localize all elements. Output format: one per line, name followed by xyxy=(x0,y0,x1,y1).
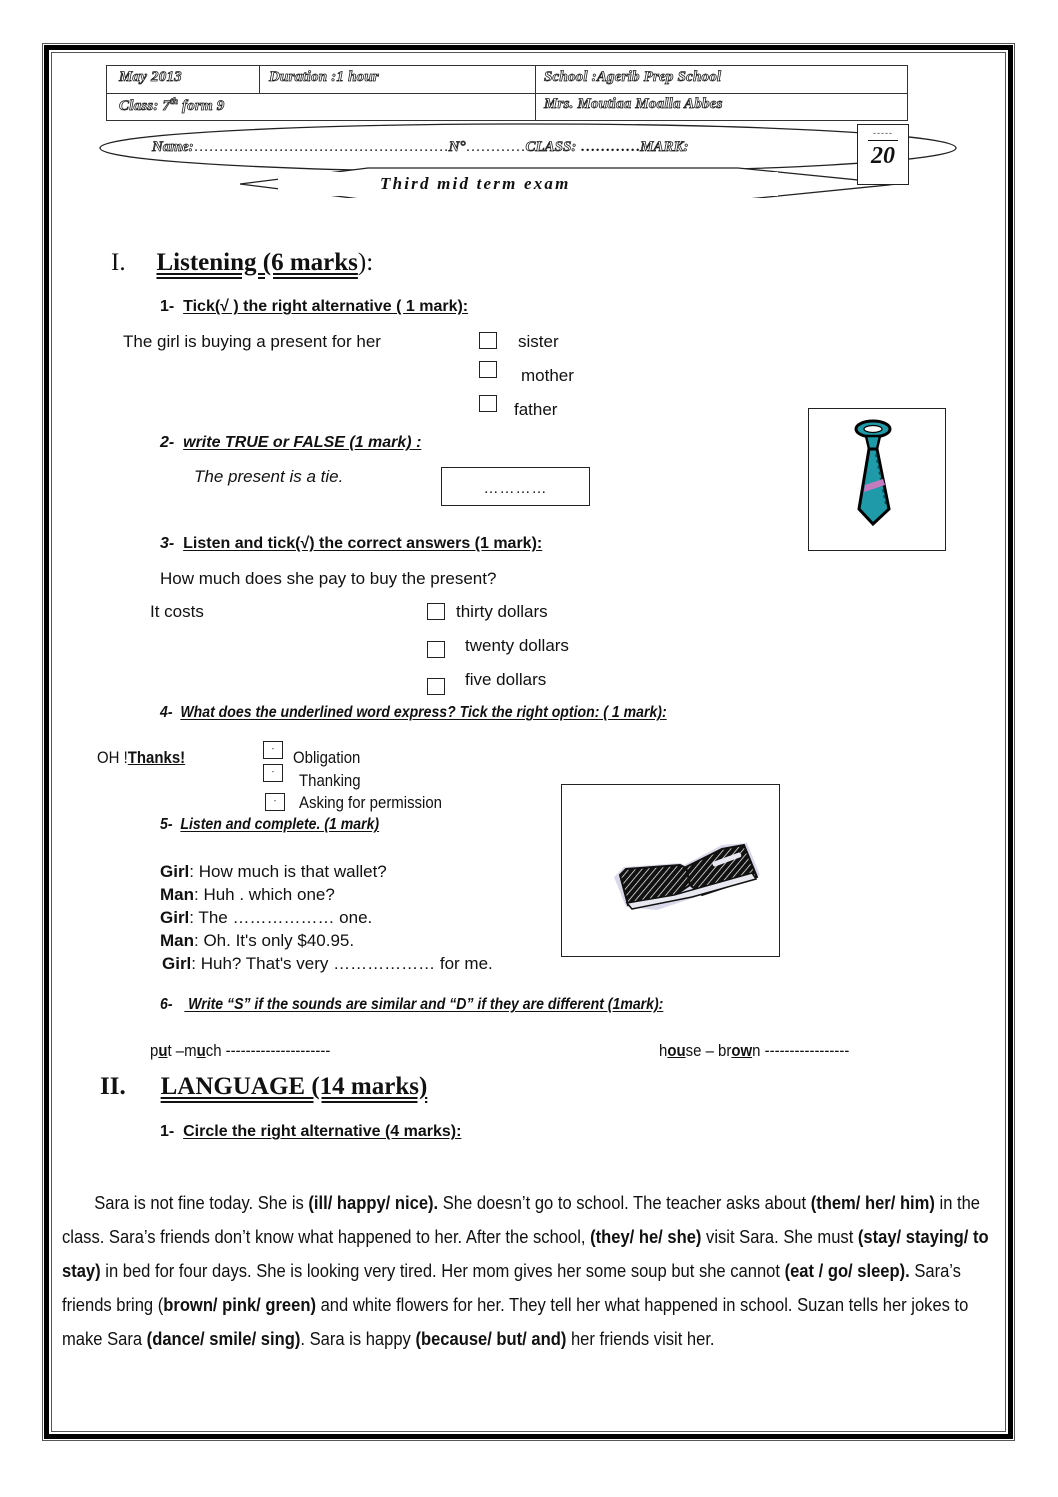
checkbox-thanking[interactable]: - xyxy=(263,764,283,782)
class-label: Class: 7th form 9 xyxy=(119,96,225,114)
choice-group[interactable]: (ill/ happy/ nice). xyxy=(308,1193,439,1213)
circle-alternative-paragraph: Sara is not fine today. She is (ill/ happy/ nice). She doesn’t go to school. The teacher asks about (them/ her/ him) in the class. Sara’s friends don’t know what happened to her. After the school, (they/ he/ she) visit Sara. She must (stay/ staying/ to stay) in bed for four days. She is looking very tired. Her mom gives her some soup but she cannot (eat / go/ sleep). Sara’s friends bring (brown/ pink/ green) and white flowers for her. They tell her what happened in school. Suzan tells her jokes to make Sara (dance/ smile/ sing). Sara is happy (because/ but/ and) her friends visit her. xyxy=(62,1193,994,1349)
choice-group[interactable]: brown/ pink/ green) xyxy=(163,1295,316,1315)
mark-numerator[interactable]: ----- xyxy=(873,128,893,138)
wallet-icon xyxy=(562,785,779,956)
number-field[interactable]: ………… xyxy=(465,139,526,155)
school-name: School :Agerib Prep School xyxy=(544,69,722,85)
choice-group[interactable]: (stay/ staying/ to stay) xyxy=(62,1227,994,1281)
choice-group[interactable]: (because/ but/ and) xyxy=(415,1329,567,1349)
exam-title: Third mid term exam xyxy=(380,174,571,193)
dialog-line: Man: Huh . which one? xyxy=(160,885,335,904)
choice-group[interactable]: (dance/ smile/ sing) xyxy=(146,1329,301,1349)
checkbox-father[interactable] xyxy=(479,395,497,412)
q6-title: 6- Write “S” if the sounds are similar and “D” if they are different (1mark): xyxy=(160,996,664,1013)
student-info-line: Name:……………………………………………N°…………CLASS: …………MARK: xyxy=(152,139,689,155)
option-obligation: Obligation xyxy=(293,748,361,767)
choice-group[interactable]: (they/ he/ she) xyxy=(590,1227,702,1247)
option-five-dollars: five dollars xyxy=(465,670,547,689)
mark-box xyxy=(857,124,909,185)
q5-dialog xyxy=(160,860,493,975)
option-sister: sister xyxy=(518,332,559,351)
q1-prompt: The girl is buying a present for her xyxy=(123,332,381,351)
option-mother: mother xyxy=(521,366,574,385)
checkbox-sister[interactable] xyxy=(479,332,497,349)
dialog-line: Girl: How much is that wallet? xyxy=(160,862,387,881)
checkbox-mother[interactable] xyxy=(479,361,497,378)
dialog-line: Girl: Huh? That's very ……………… for me. xyxy=(162,954,493,973)
q3-title: 3- Listen and tick(√) the correct answers (1 mark): xyxy=(160,535,543,552)
teacher-name: Mrs. Moutiaa Moalla Abbes xyxy=(544,96,723,112)
header-table xyxy=(106,65,908,121)
option-thirty-dollars: thirty dollars xyxy=(456,602,548,621)
section-2-heading: II. LANGUAGE (14 marks) xyxy=(100,1073,428,1100)
sound-pair-put-much: put –much --------------------- xyxy=(150,1041,331,1060)
underlined-word: Thanks! xyxy=(127,748,186,767)
answer-field-pair2[interactable]: ----------------- xyxy=(764,1041,850,1060)
exam-duration: Duration :1 hour xyxy=(269,69,379,85)
mark-denominator: 20 xyxy=(871,143,895,169)
q2-title: 2- write TRUE or FALSE (1 mark) : xyxy=(160,434,422,451)
checkbox-thirty-dollars[interactable] xyxy=(427,603,445,620)
language-q1-title: 1- Circle the right alternative (4 marks): xyxy=(160,1123,462,1140)
option-father: father xyxy=(514,400,558,419)
tie-picture xyxy=(808,408,946,551)
option-asking-permission: Asking for permission xyxy=(299,793,443,812)
tie-icon xyxy=(809,409,945,550)
option-thanking: Thanking xyxy=(299,771,361,790)
q1-title: 1- Tick(√ ) the right alternative ( 1 mark): xyxy=(160,298,469,315)
true-false-answer-field[interactable]: ………… xyxy=(441,467,590,506)
q3-question: How much does she pay to buy the present? xyxy=(160,569,497,588)
q4-phrase: OH !Thanks! xyxy=(97,748,186,767)
choice-group[interactable]: (them/ her/ him) xyxy=(810,1193,935,1213)
section-1-heading: I. Listening (6 marks): xyxy=(111,249,374,276)
name-field[interactable]: …………………………………………… xyxy=(193,139,449,155)
option-twenty-dollars: twenty dollars xyxy=(465,636,569,655)
class-field[interactable]: ………… xyxy=(580,139,641,155)
checkbox-asking-permission[interactable]: - xyxy=(265,793,285,811)
checkbox-obligation[interactable]: - xyxy=(263,741,283,759)
exam-date: May 2013 xyxy=(119,69,182,85)
sound-pair-house-brown: house – brown ----------------- xyxy=(659,1041,850,1060)
q5-title: 5- Listen and complete. (1 mark) xyxy=(160,816,380,833)
dialog-line: Man: Oh. It's only $40.95. xyxy=(160,931,355,950)
answer-field-pair1[interactable]: --------------------- xyxy=(225,1041,331,1060)
q4-title: 4- What does the underlined word express? Tick the right option: ( 1 mark): xyxy=(160,704,667,721)
q2-statement: The present is a tie. xyxy=(194,467,344,486)
checkbox-twenty-dollars[interactable] xyxy=(427,641,445,658)
q3-prompt: It costs xyxy=(150,602,204,621)
choice-group[interactable]: (eat / go/ sleep). xyxy=(784,1261,910,1281)
checkbox-five-dollars[interactable] xyxy=(427,678,445,695)
wallet-picture xyxy=(561,784,780,957)
dialog-line: Girl: The ……………… one. xyxy=(160,908,373,927)
